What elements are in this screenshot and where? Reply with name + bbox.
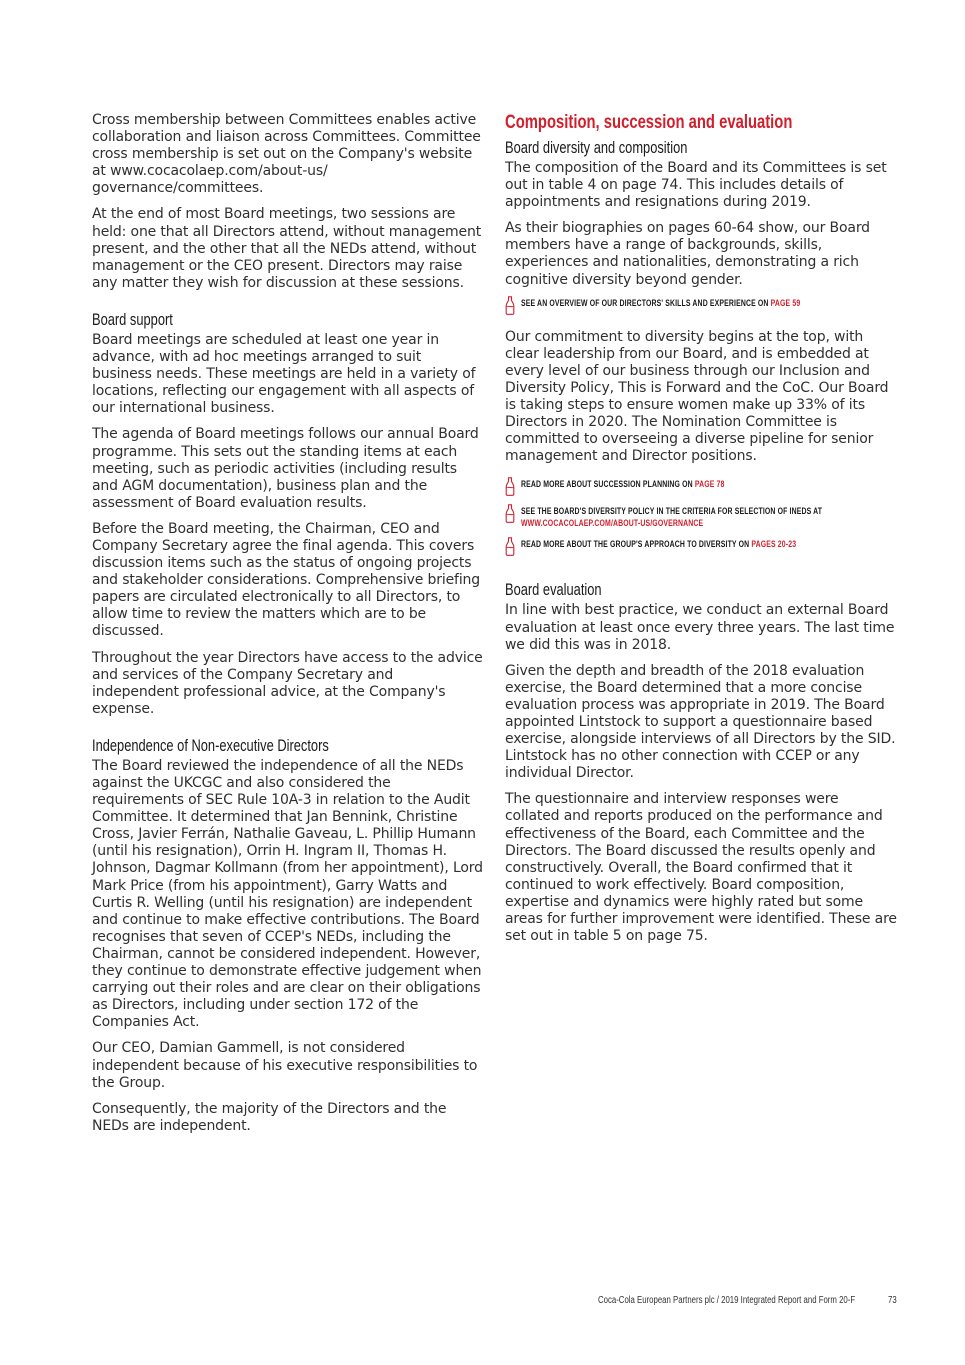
footer-report-title: Coca-Cola European Partners plc / 2019 Integrated Report and Form 20-F [598, 1295, 856, 1306]
paragraph: Before the Board meeting, the Chairman, CEO and Company Secretary agree the final agenda. This covers discussion items such as the status of ongoing projects and stakeholder considerations. Comprehensive briefing papers are circulated electronically to all Directors, to allow time to review the matters which are to be discussed. [92, 520, 481, 640]
paragraph: Board meetings are scheduled at least one year in advance, with ad hoc meetings arranged to suit business needs. These meetings are held in a variety of locations, reflecting our engagement with all aspects of our international business. [92, 331, 476, 417]
paragraph-board-sessions: At the end of most Board meetings, two sessions are held: one that all Directors attend, without management present, and the other that all the NEDs attend, without management or the CEO present. Directors may raise any matter they wish for discussion at these sessions. [92, 206, 482, 291]
bottle-icon [505, 477, 515, 496]
paragraph: As their biographies on pages 60-64 show, our Board members have a range of backgrounds, skills, experiences and nationalities, demonstrating a rich cognitive diversity beyond gender. [505, 220, 870, 288]
xref-group-diversity[interactable] [505, 539, 897, 556]
paragraph: The questionnaire and interview responses were collated and reports produced on the performance and effectiveness of the Board, each Committee and the Directors. The Board discussed the results openly and constructively. Overall, the Board confirmed that it continued to work effectively. Board composition, expertise and dynamics were highly rated but some areas for further improvement were identified. These are set out in table 5 on page 75. [505, 791, 897, 945]
paragraph: Consequently, the majority of the Directors and the NEDs are independent. [92, 1100, 447, 1134]
paragraph: Throughout the year Directors have access to the advice and services of the Company Secretary and independent professional advice, at the Company's expense. [92, 649, 483, 717]
heading-board-support: Board support [92, 310, 173, 329]
bottle-icon [505, 537, 515, 556]
xref-text: SEE THE BOARD'S DIVERSITY POLICY IN THE CRITERIA FOR SELECTION OF INEDS AT [521, 506, 823, 518]
bottle-icon [505, 504, 515, 523]
section-title: Composition, succession and evaluation [505, 112, 793, 133]
xref-text: READ MORE ABOUT THE GROUP'S APPROACH TO DIVERSITY ON [521, 539, 752, 551]
xref-link-page-78[interactable]: PAGE 78 [694, 479, 725, 491]
bottle-icon [505, 296, 515, 315]
paragraph: The composition of the Board and its Committees is set out in table 4 on page 74. This includes details of appointments and resignations during 2019. [505, 160, 887, 211]
heading-board-evaluation: Board evaluation [505, 581, 602, 600]
paragraph: The agenda of Board meetings follows our annual Board programme. This sets out the standing items at each meeting, such as periodic activities (including results and AGM documentation), business plan and the assessment of Board evaluation results. [92, 426, 479, 511]
xref-link-governance-url[interactable]: WWW.COCACOLAEP.COM/ABOUT-US/GOVERNANCE [521, 517, 704, 529]
xref-skills[interactable] [505, 298, 897, 315]
page-number: 73 [888, 1295, 897, 1306]
xref-link-page-59[interactable]: PAGE 59 [770, 297, 801, 309]
left-column [92, 112, 484, 1144]
paragraph: Our CEO, Damian Gammell, is not considered independent because of his executive responsibilities to the Group. [92, 1040, 478, 1091]
xref-text: SEE AN OVERVIEW OF OUR DIRECTORS' SKILLS AND EXPERIENCE ON [521, 297, 771, 309]
xref-succession[interactable] [505, 479, 897, 496]
xref-diversity-policy[interactable] [505, 506, 897, 529]
paragraph: In line with best practice, we conduct an external Board evaluation at least once every three years. The last time we did this was in 2018. [505, 602, 895, 653]
heading-board-diversity: Board diversity and composition [505, 139, 688, 157]
right-column [505, 112, 897, 954]
xref-link-pages-20-23[interactable]: PAGES 20-23 [751, 539, 797, 551]
paragraph: The Board reviewed the independence of all the NEDs against the UKCGC and also considered the requirements of SEC Rule 10A-3 in relation to the Audit Committee. It determined that Jan Bennink, Christine Cross, Javier Ferrán, Nathalie Gaveau, L. Phillip Humann (until his resignation), Orrin H. Ingram II, Thomas H. Johnson, Dagmar Kollmann (from her appointment), Lord Mark Price (from his appointment), Garry Watts and Curtis R. Welling (until his resignation) are independent and continue to make effective contributions. The Board recognises that seven of CCEP's NEDs, including the Chairman, cannot be considered independent. However, they continue to demonstrate effective judgement when carrying out their roles and are clear on their obligations as Directors, including under section 172 of the Companies Act. [92, 757, 483, 1031]
paragraph-diversity-commitment: Our commitment to diversity begins at the top, with clear leadership from our Board, and is embedded at every level of our business through our Inclusion and Diversity Policy, This is Forward and the CoC. Our Board is taking steps to ensure women make up 33% of its Directors in 2020. The Nomination Committee is committed to overseeing a diverse pipeline for senior management and Director positions. [505, 328, 889, 465]
paragraph: Given the depth and breadth of the 2018 evaluation exercise, the Board determined that a more concise evaluation process was appropriate in 2019. The Board appointed Lintstock to support a questionnaire based exercise, alongside interviews of all Directors by the SID. Lintstock has no other connection with CCEP or any individual Director. [505, 662, 896, 782]
xref-text: READ MORE ABOUT SUCCESSION PLANNING ON [521, 479, 695, 491]
paragraph-cross-membership: Cross membership between Committees enables active collaboration and liaison across Committees. Committee cross membership is set out on the Company's website at www.cocacolaep.com/about-us/ governance/committees. [92, 112, 481, 197]
heading-independence: Independence of Non-executive Directors [92, 736, 329, 755]
